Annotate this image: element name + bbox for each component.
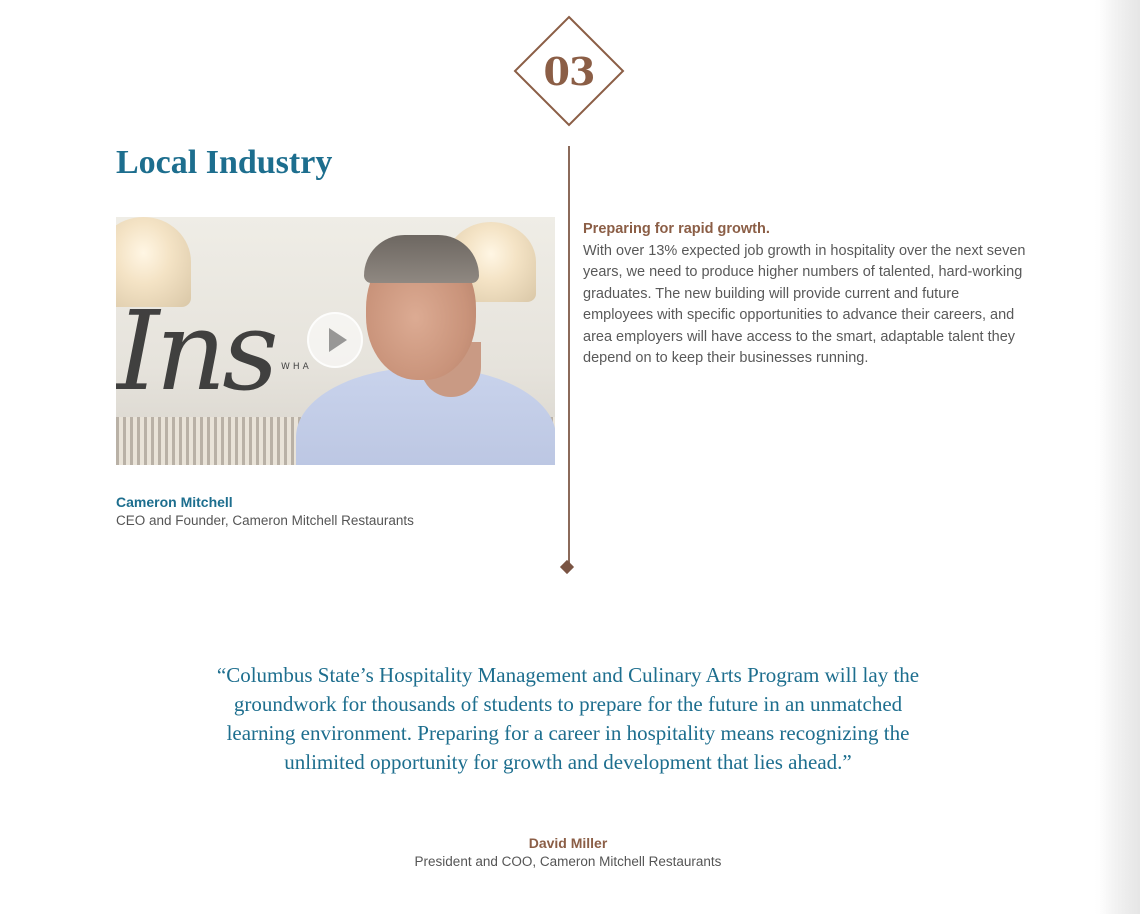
section-number-badge [513, 15, 625, 127]
quote-author-title: President and COO, Cameron Mitchell Restaurants [414, 854, 722, 869]
vertical-divider [568, 146, 570, 564]
pull-quote: “Columbus State’s Hospitality Management and Culinary Arts Program will lay the groundwork for thousands of students to prepare for the future in an unmatched learning environment. Preparing for a career in hospitality means recognizing the unlimited opportunity for growth and development that lies ahead.” [216, 663, 920, 774]
play-button[interactable] [307, 312, 363, 368]
divider-diamond-icon [560, 560, 574, 574]
thumbnail-wall-text: WHA [281, 362, 312, 372]
thumbnail-wall-sign: Ins [116, 287, 275, 415]
quote-author-name: David Miller [528, 835, 608, 851]
featured-person-title: CEO and Founder, Cameron Mitchell Restaurants [116, 513, 414, 528]
section-title: Local Industry [116, 144, 333, 181]
play-icon [329, 328, 347, 352]
section-number: 03 [543, 48, 595, 94]
video-player[interactable] [116, 217, 555, 465]
thumbnail-person-hair [364, 235, 479, 283]
featured-person-name: Cameron Mitchell [116, 494, 233, 510]
article-column [583, 219, 1028, 370]
article-body: With over 13% expected job growth in hospitality over the next seven years, we need to produce higher numbers of talented, hard-working graduates. The new building will provide current and future employees with specific opportunities to advance their careers, and area employers will have access to the smart, adaptable talent they depend on to keep their businesses running. [583, 242, 1026, 366]
article-heading: Preparing for rapid growth. [583, 221, 770, 237]
page-edge-shadow [1100, 0, 1140, 914]
